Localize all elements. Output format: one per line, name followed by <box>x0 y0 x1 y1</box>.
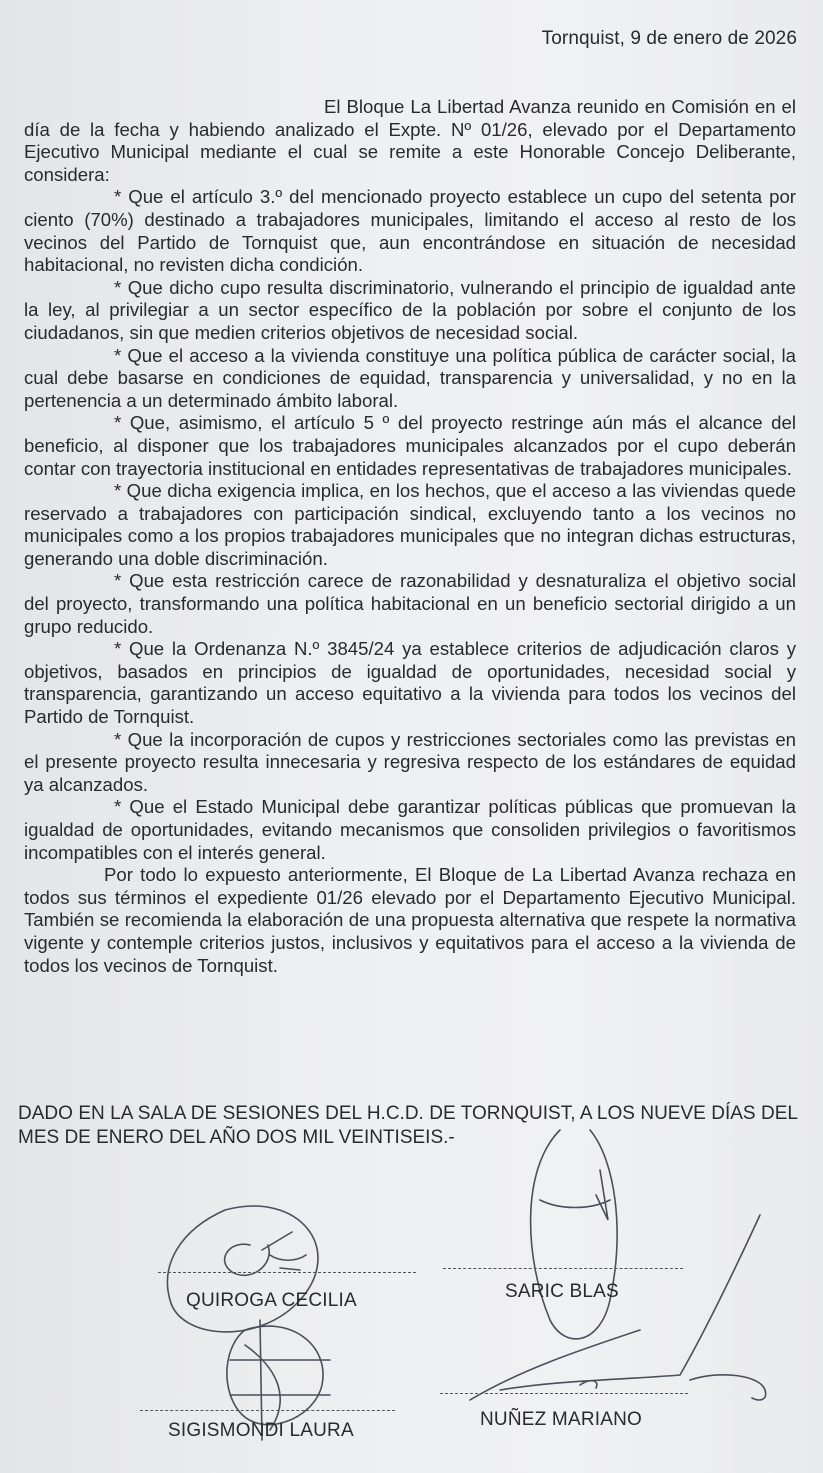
signature-line-nunez <box>440 1393 688 1394</box>
dado-clause: DADO EN LA SALA DE SESIONES DEL H.C.D. DE TORNQUIST, A LOS NUEVE DÍAS DEL MES DE ENERO DEL AÑO DOS MIL VEINTISEIS.- <box>18 1103 798 1148</box>
considerando-item: * Que el artículo 3.º del mencionado proyecto establece un cupo del setenta por ciento (70%) destinado a trabajadores municipales, limitando el acceso al resto de los vecinos del Partido de Tornquist que, aun encontrándose en situación de necesidad habitacional, no revisten dicha condición. <box>24 186 796 276</box>
considerando-item: * Que, asimismo, el artículo 5 º del proyecto restringe aún más el alcance del beneficio, al disponer que los trabajadores municipales alcanzados por el cupo deberán contar con trayectoria institucional en entidades representativas de trabajadores municipales. <box>24 412 796 479</box>
considerando-item: * Que dicho cupo resulta discriminatorio, vulnerando el principio de igualdad ante la ley, al privilegiar a un sector específico de la población por sobre el conjunto de los ciudadanos, sin que medien criterios objetivos de necesidad social. <box>24 276 796 343</box>
saric-signature <box>531 1130 617 1339</box>
considerando-item: * Que esta restricción carece de razonabilidad y desnaturaliza el objetivo social del proyecto, transformando una política habitacional en un beneficio sectorial dirigido a un grupo reducido. <box>24 570 796 637</box>
signatory-saric-blas: SARIC BLAS <box>505 1281 619 1302</box>
quiroga-signature <box>225 1232 306 1275</box>
considerando-item: * Que el acceso a la vivienda constituye una política pública de carácter social, la cual debe basarse en condiciones de equidad, transparencia y universalidad, y no en la pertenencia a un determinado ámbito laboral. <box>24 344 796 411</box>
considerando-item: * Que la incorporación de cupos y restricciones sectoriales como las previstas en el presente proyecto resulta innecesaria y regresiva respecto de los estándares de equidad ya alcanzados. <box>24 728 796 795</box>
signature-line-quiroga <box>158 1272 416 1273</box>
considerando-item: * Que dicha exigencia implica, en los hechos, que el acceso a las viviendas quede reservado a trabajadores con participación sindical, excluyendo tanto a los vecinos no municipales como a los propios trabajadores municipales que no integran dichas estructuras, generando una doble discriminación. <box>24 480 796 569</box>
signatory-nunez-mariano: NUÑEZ MARIANO <box>480 1409 642 1430</box>
considerando-item: * Que la Ordenanza N.º 3845/24 ya establece criterios de adjudicación claros y objetivos, basados en principios de igualdad de oportunidades, necesidad social y transparencia, garantizando un acceso equitativo a la vivienda para todos los vecinos del Partido de Tornquist. <box>24 638 796 728</box>
document-date: Tornquist, 9 de enero de 2026 <box>541 28 797 49</box>
intro-paragraph: El Bloque La Libertad Avanza reunido en Comisión en el día de la fecha y habiendo analizado el Expte. Nº 01/26, elevado por el Departamento Ejecutivo Municipal mediante el cual se remite a este Honorable Concejo Deliberante, considera: <box>24 96 796 185</box>
considerando-item: * Que el Estado Municipal debe garantizar políticas públicas que promuevan la igualdad de oportunidades, evitando mecanismos que consoliden privilegios o favoritismos incompatibles con el interés general. <box>24 796 796 863</box>
signature-line-sigismondi <box>140 1410 395 1411</box>
signatory-sigismondi-laura: SIGISMONDI LAURA <box>168 1420 354 1441</box>
closing-paragraph: Por todo lo expuesto anteriormente, El Bloque de La Libertad Avanza rechaza en todos sus términos el expediente 01/26 elevado por el Departamento Ejecutivo Municipal. También se recomienda la elaboración de una propuesta alternativa que respete la normativa vigente y contemple criterios justos, inclusivos y equitativos para el acceso a la vivienda de todos los vecinos de Tornquist. <box>24 864 796 976</box>
signature-line-saric <box>443 1268 683 1269</box>
signatory-quiroga-cecilia: QUIROGA CECILIA <box>186 1290 357 1311</box>
